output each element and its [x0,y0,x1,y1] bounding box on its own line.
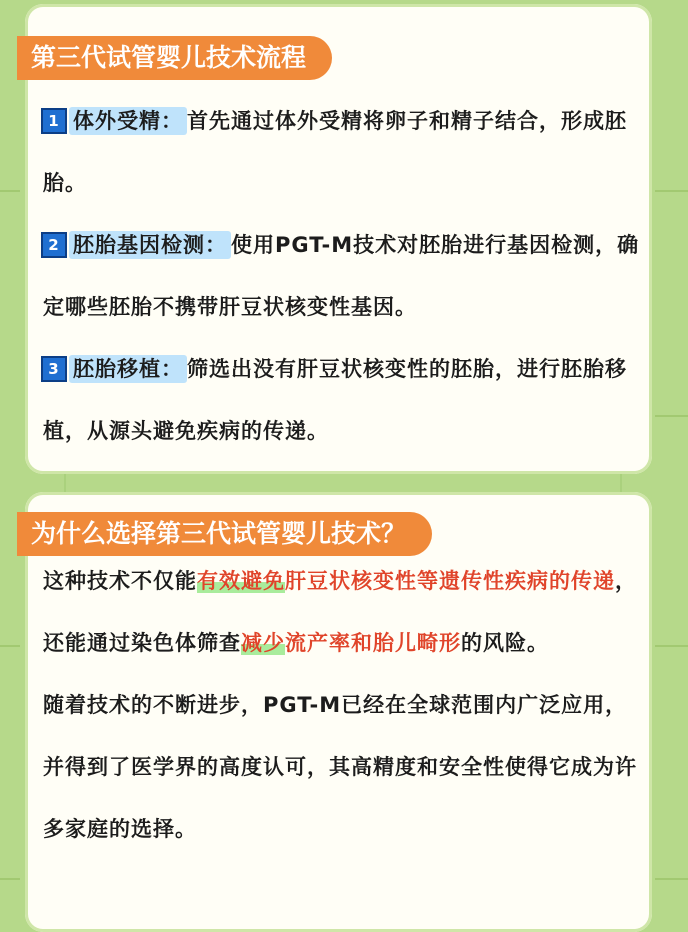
why-paragraph-2: 随着技术的不断进步，PGT-M已经在全球范围内广泛应用，并得到了医学界的高度认可，其高精度和安全性使得它成为许多家庭的选择。 [43,693,637,841]
why-content [43,550,643,860]
grid-line [64,474,66,492]
step-number-3: 3 [43,358,65,380]
why-card [25,492,652,932]
grid-line [655,415,688,417]
step-2 [43,214,643,338]
process-card [25,4,652,474]
section-title-process: 第三代试管婴儿技术流程 [17,36,332,80]
why-paragraph-1 [43,550,643,674]
step-label-2: 胚胎基因检测： [69,231,231,259]
step-text-3: 筛选出没有肝豆状核变性的胚胎，进行胚胎移植，从源头避免疾病的传递。 [43,357,627,443]
highlight-text: 减少 [241,631,285,655]
text-segment: 的风险。 [461,631,549,655]
grid-line [655,645,688,647]
highlight-text: 有效避免 [197,569,285,593]
highlight-text: 肝豆状核变性等遗传性疾病的传递 [285,569,615,593]
text-segment: ，还能通过染色体筛查 [43,569,637,655]
grid-line [0,190,20,192]
step-text-1: 首先通过体外受精将卵子和精子结合，形成胚胎。 [43,109,627,195]
grid-line [620,474,622,492]
step-number-1: 1 [43,110,65,132]
step-3 [43,338,643,462]
grid-line [655,190,688,192]
section-title-why: 为什么选择第三代试管婴儿技术？ [17,512,432,556]
grid-line [655,878,688,880]
process-steps [43,90,643,462]
step-label-1: 体外受精： [69,107,187,135]
highlight-text: 流产率和胎儿畸形 [285,631,461,655]
step-number-2: 2 [43,234,65,256]
text-segment: 这种技术不仅能 [43,569,197,593]
grid-line [0,645,20,647]
step-label-3: 胚胎移植： [69,355,187,383]
step-text-2: 使用PGT-M技术对胚胎进行基因检测，确定哪些胚胎不携带肝豆状核变性基因。 [43,233,640,319]
grid-line [0,878,20,880]
step-1 [43,90,643,214]
